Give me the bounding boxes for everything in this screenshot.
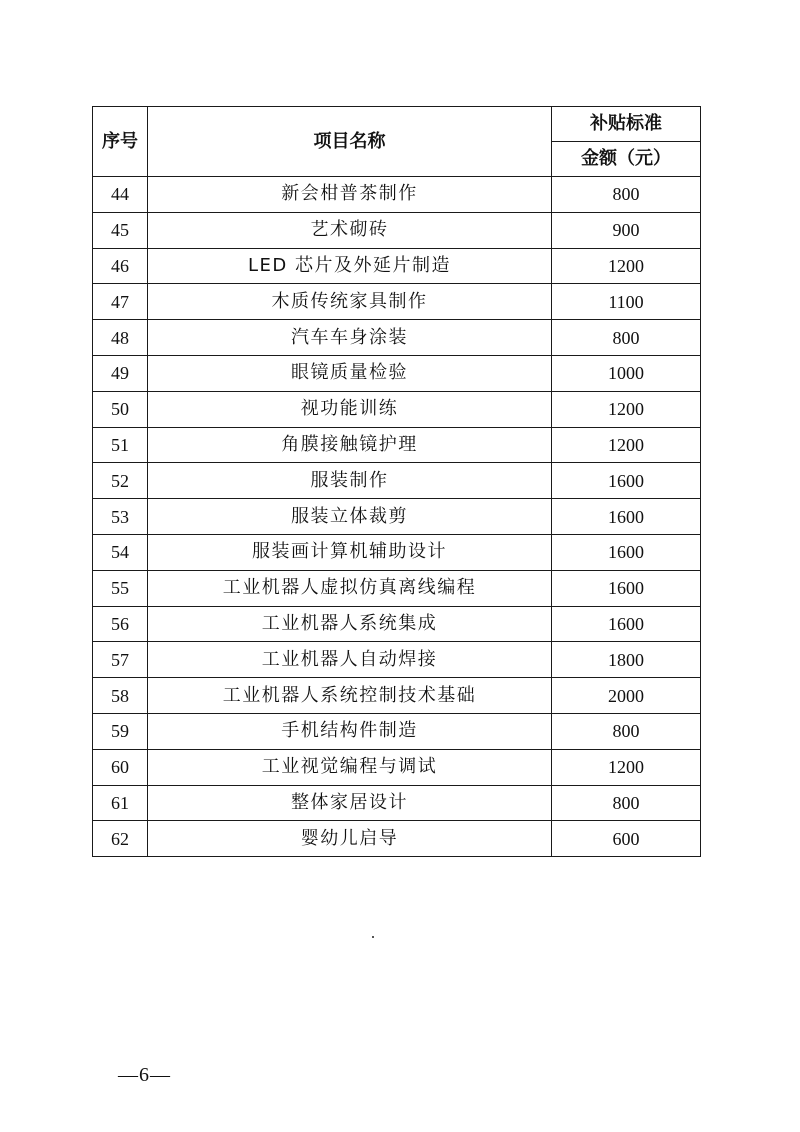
row-subsidy-amount: 1200 [552,248,701,284]
row-serial-number: 59 [93,713,148,749]
table-row [93,534,701,570]
row-project-name: 木质传统家具制作 [148,284,552,320]
row-serial-number: 54 [93,534,148,570]
row-subsidy-amount: 1600 [552,463,701,499]
scan-speck [372,936,374,938]
table-row [93,427,701,463]
row-serial-number: 53 [93,499,148,535]
row-subsidy-amount: 800 [552,713,701,749]
row-serial-number: 49 [93,355,148,391]
row-project-name: 眼镜质量检验 [148,355,552,391]
table-row [93,642,701,678]
row-serial-number: 52 [93,463,148,499]
table-row [93,248,701,284]
table-row [93,713,701,749]
table-body [93,177,701,857]
row-subsidy-amount: 1600 [552,534,701,570]
row-subsidy-amount: 1000 [552,355,701,391]
row-serial-number: 56 [93,606,148,642]
row-serial-number: 47 [93,284,148,320]
row-project-name: 新会柑普茶制作 [148,177,552,213]
table-row [93,391,701,427]
row-serial-number: 57 [93,642,148,678]
header-serial-number: 序号 [93,107,148,177]
row-subsidy-amount: 1800 [552,642,701,678]
row-subsidy-amount: 800 [552,177,701,213]
row-project-name: 手机结构件制造 [148,713,552,749]
row-serial-number: 62 [93,821,148,857]
row-serial-number: 44 [93,177,148,213]
row-serial-number: 45 [93,212,148,248]
row-project-name: 汽车车身涂装 [148,320,552,356]
row-subsidy-amount: 800 [552,320,701,356]
table-row [93,606,701,642]
row-serial-number: 51 [93,427,148,463]
row-subsidy-amount: 1100 [552,284,701,320]
table-row [93,355,701,391]
header-subsidy-standard: 补贴标准 [552,107,701,142]
row-subsidy-amount: 900 [552,212,701,248]
row-subsidy-amount: 1200 [552,749,701,785]
subsidy-table [92,106,701,857]
row-project-name: 工业机器人虚拟仿真离线编程 [148,570,552,606]
row-project-name: 工业机器人系统控制技术基础 [148,678,552,714]
row-serial-number: 50 [93,391,148,427]
row-subsidy-amount: 1200 [552,391,701,427]
row-project-name: LED 芯片及外延片制造 [148,248,552,284]
row-project-name: 角膜接触镜护理 [148,427,552,463]
row-project-name: 工业机器人自动焊接 [148,642,552,678]
row-subsidy-amount: 800 [552,785,701,821]
row-subsidy-amount: 600 [552,821,701,857]
table-header [93,107,701,177]
row-project-name: 工业机器人系统集成 [148,606,552,642]
row-serial-number: 61 [93,785,148,821]
table-row [93,749,701,785]
table-row [93,212,701,248]
table-row [93,678,701,714]
row-serial-number: 48 [93,320,148,356]
row-subsidy-amount: 2000 [552,678,701,714]
table-row [93,320,701,356]
table-row [93,499,701,535]
row-subsidy-amount: 1600 [552,606,701,642]
row-project-name: 服装制作 [148,463,552,499]
row-project-name: 视功能训练 [148,391,552,427]
row-serial-number: 60 [93,749,148,785]
page-number: —6— [118,1064,171,1086]
table-row [93,177,701,213]
row-project-name: 服装立体裁剪 [148,499,552,535]
row-serial-number: 58 [93,678,148,714]
table-row [93,570,701,606]
row-subsidy-amount: 1200 [552,427,701,463]
table-row [93,821,701,857]
table-header-row [93,107,701,142]
row-project-name: 婴幼儿启导 [148,821,552,857]
table-row [93,284,701,320]
table-row [93,785,701,821]
header-project-name: 项目名称 [148,107,552,177]
row-project-name: 服装画计算机辅助设计 [148,534,552,570]
row-project-name: 艺术砌砖 [148,212,552,248]
row-serial-number: 55 [93,570,148,606]
row-subsidy-amount: 1600 [552,570,701,606]
header-amount-yuan: 金额（元） [552,142,701,177]
row-project-name: 整体家居设计 [148,785,552,821]
row-subsidy-amount: 1600 [552,499,701,535]
row-project-name: 工业视觉编程与调试 [148,749,552,785]
row-serial-number: 46 [93,248,148,284]
table-row [93,463,701,499]
